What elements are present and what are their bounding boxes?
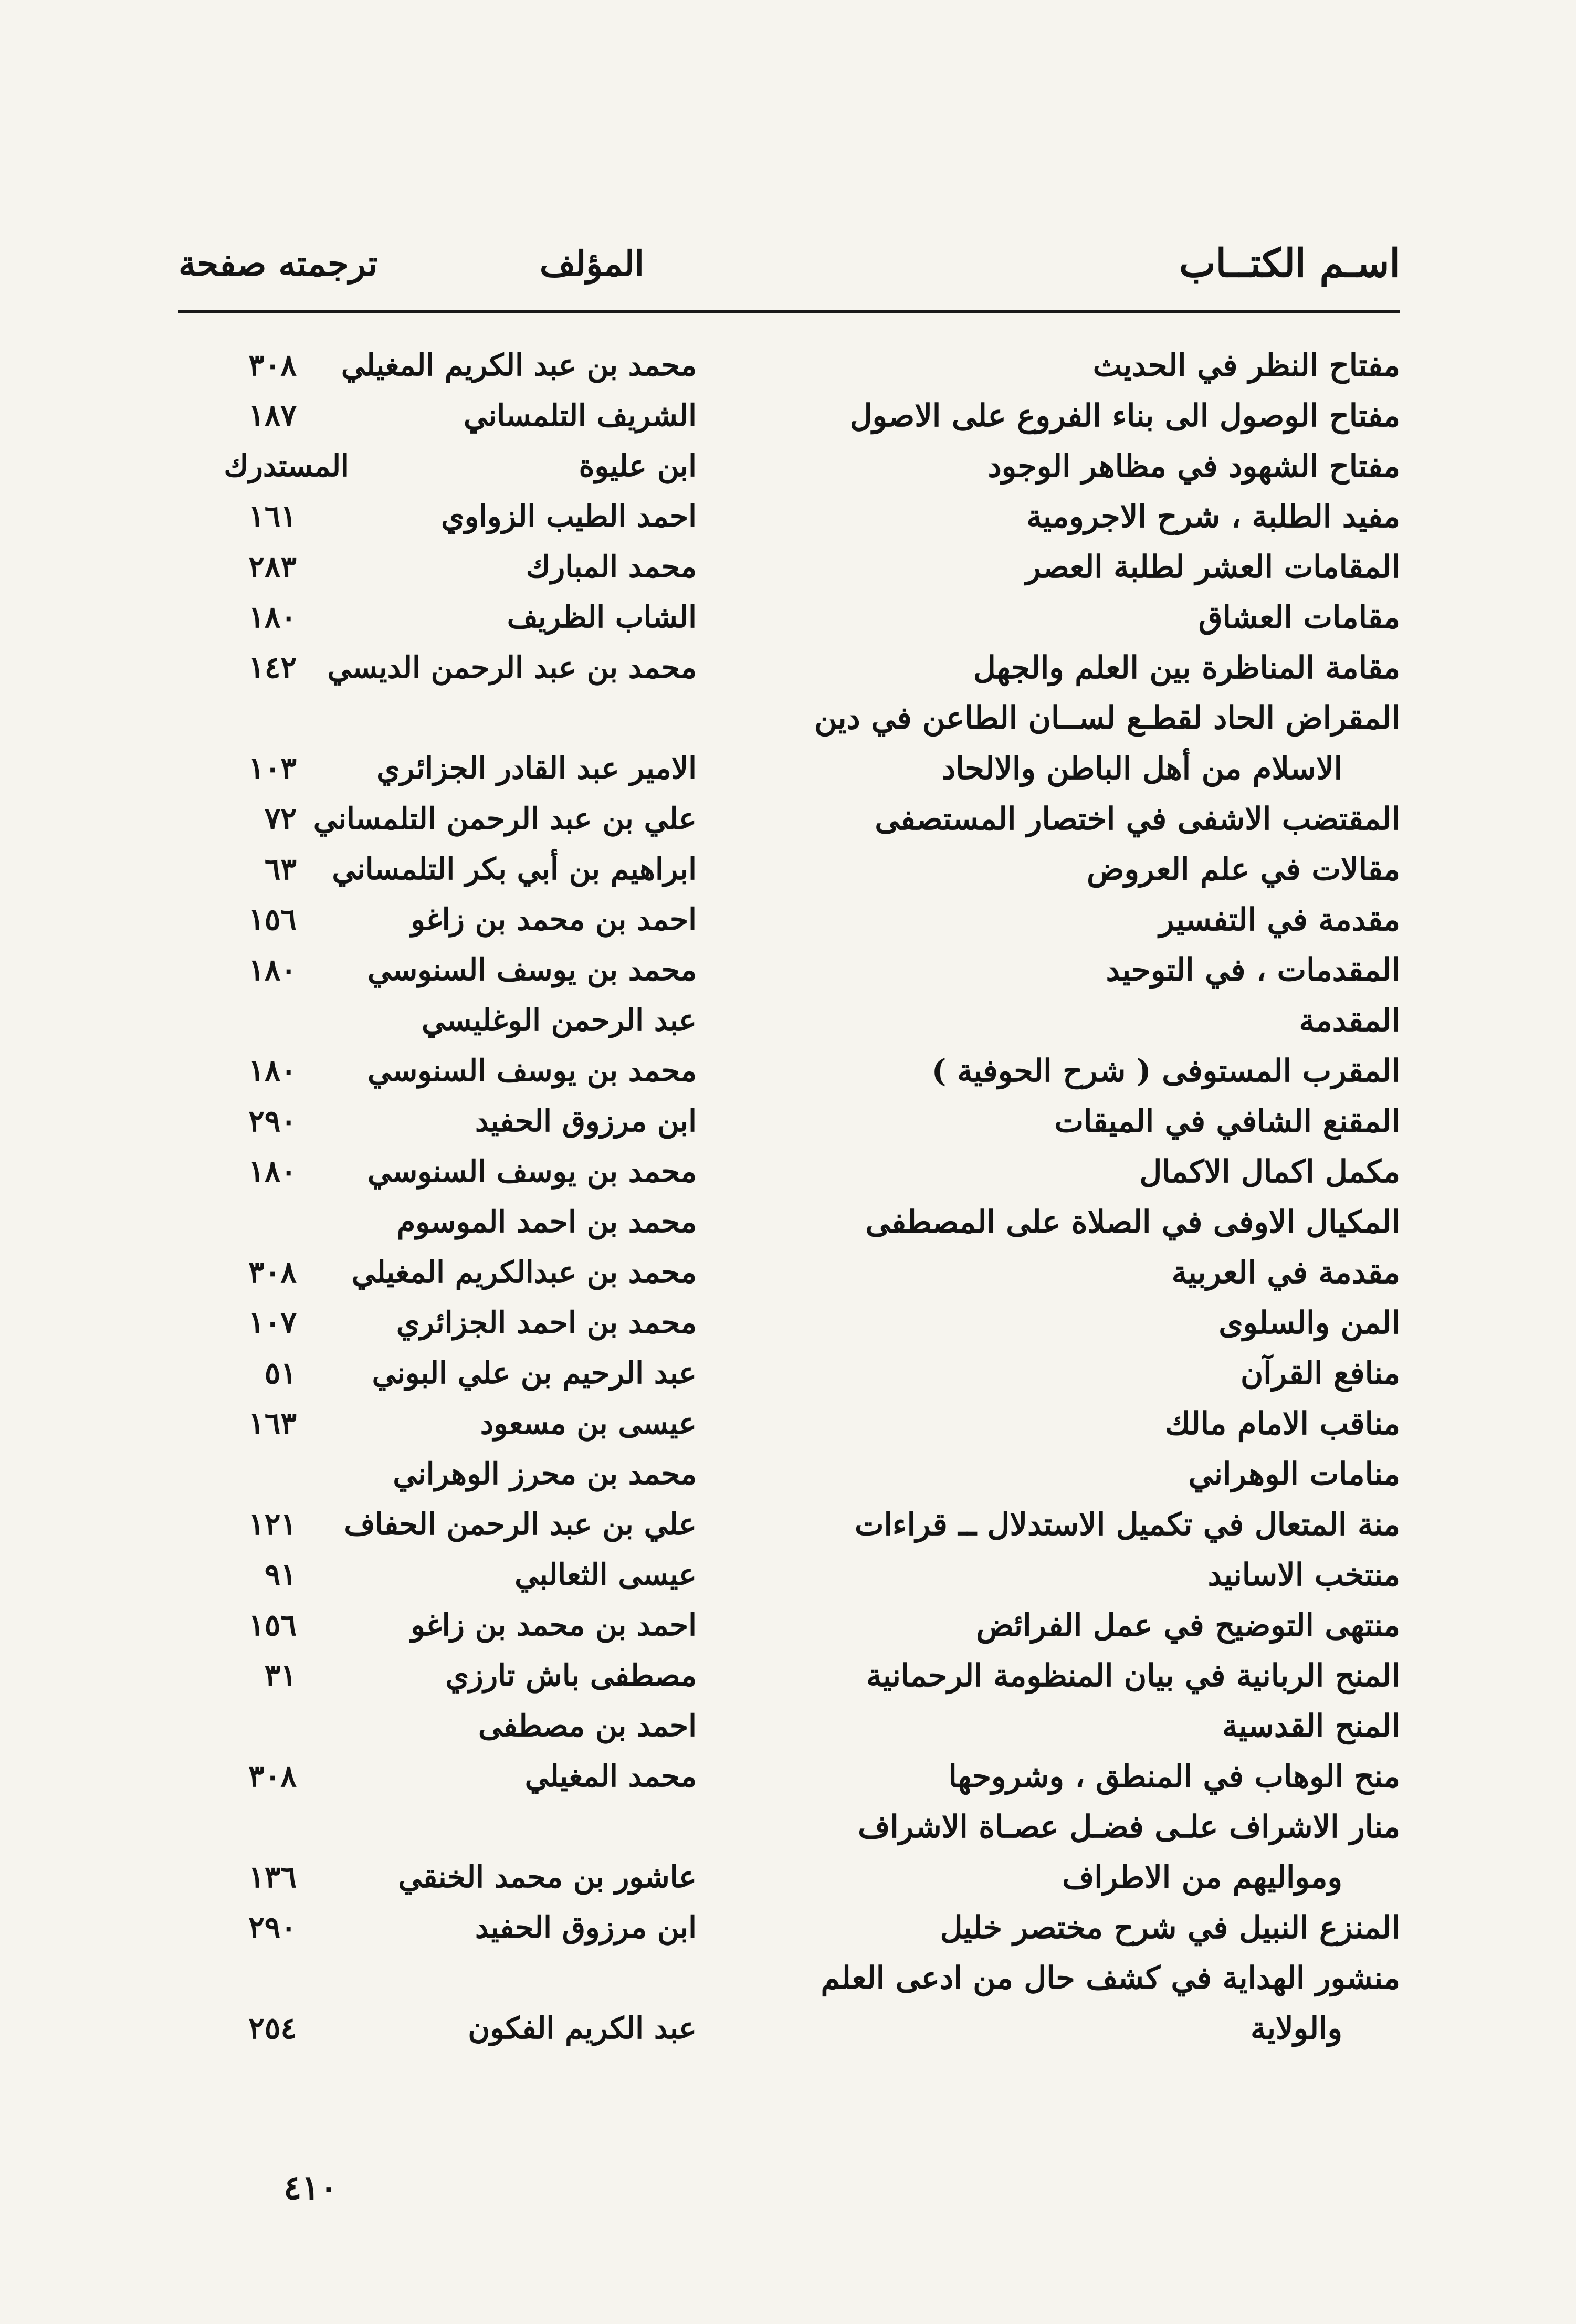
- biography-page-ref: المستدرك: [224, 448, 349, 483]
- book-title-line: منة المتعال في تكميل الاستدلال ــ قراءات: [854, 1506, 1400, 1542]
- author-name: عبد الرحمن الوغليسي: [422, 1003, 697, 1038]
- book-title: [691, 491, 1400, 542]
- biography-page-ref: ١٨٠: [248, 952, 297, 987]
- author-name: علي بن عبد الرحمن الحفاف: [344, 1507, 697, 1542]
- biography-page-ref: ١٨٠: [248, 1053, 297, 1088]
- book-title-line: منتخب الاسانيد: [1207, 1557, 1400, 1593]
- author-name: محمد المغيلي: [524, 1759, 697, 1794]
- biography-page-ref: ٥١: [264, 1355, 297, 1391]
- biography-page-ref: ١٨٠: [248, 600, 297, 635]
- book-title: [691, 1953, 1400, 2054]
- table-row: [0, 592, 1576, 643]
- book-title-line: المقرب المستوفى ( شرح الحوفية ): [931, 1053, 1400, 1089]
- author-name: احمد بن محمد بن زاغو: [411, 902, 697, 937]
- book-title-line: المن والسلوى: [1218, 1305, 1400, 1341]
- table-row: [0, 340, 1576, 391]
- book-title-line: مفتاح النظر في الحديث: [1092, 347, 1400, 383]
- page-number: ٤١٠: [283, 2168, 338, 2207]
- book-title: [691, 592, 1400, 643]
- book-title: [691, 693, 1400, 794]
- book-title-line: منتهى التوضيح في عمل الفرائض: [976, 1607, 1400, 1643]
- biography-page-ref: ٦٣: [264, 851, 297, 887]
- table-row: [0, 844, 1576, 895]
- biography-page-ref: ١٦٣: [248, 1406, 297, 1441]
- book-title: [691, 1751, 1400, 1802]
- biography-page-ref: ٩١: [264, 1557, 297, 1592]
- book-title-line: مفتاح الشهود في مظاهر الوجود: [987, 448, 1400, 484]
- index-table: [0, 340, 1576, 2054]
- author-name: محمد بن احمد الجزائري: [396, 1305, 697, 1340]
- book-title-line: منشور الهداية في كشف حال من ادعى العلم: [821, 1960, 1400, 1996]
- biography-page-ref: ١٤٢: [248, 650, 297, 685]
- table-row: [0, 1298, 1576, 1348]
- author-name: الشاب الظريف: [507, 600, 697, 635]
- book-title-line: مقالات في علم العروض: [1087, 851, 1400, 887]
- book-title: [691, 1147, 1400, 1197]
- book-title: [691, 1247, 1400, 1298]
- book-title: [691, 1550, 1400, 1600]
- biography-page-ref: ٣٠٨: [248, 348, 297, 383]
- author-name: عبد الكريم الفكون: [468, 2011, 697, 2046]
- book-title-line: منح الوهاب في المنطق ، وشروحها: [948, 1758, 1400, 1794]
- biography-page-ref: ٢٥٤: [248, 2011, 297, 2046]
- author-name: الامير عبد القادر الجزائري: [376, 751, 697, 786]
- table-row: [0, 491, 1576, 542]
- header-author-column: المؤلف: [539, 243, 644, 284]
- book-title-line: مقدمة في العربية: [1171, 1254, 1400, 1290]
- author-name: محمد بن يوسف السنوسي: [367, 1053, 697, 1088]
- table-row: [0, 542, 1576, 592]
- author-name: مصطفى باش تارزي: [445, 1658, 697, 1693]
- table-row: [0, 1600, 1576, 1650]
- table-row: [0, 1247, 1576, 1298]
- biography-page-ref: ٢٩٠: [248, 1910, 297, 1945]
- author-name: ابن عليوة: [579, 448, 697, 483]
- table-row: [0, 643, 1576, 693]
- biography-page-ref: ٣٠٨: [248, 1759, 297, 1794]
- table-header: [178, 239, 1400, 289]
- table-row: [0, 1701, 1576, 1751]
- table-row: [0, 391, 1576, 441]
- table-row: [0, 1751, 1576, 1802]
- table-row: [0, 1046, 1576, 1096]
- table-row: [0, 693, 1576, 794]
- book-title: [691, 1046, 1400, 1096]
- table-row: [0, 1550, 1576, 1600]
- book-title: [691, 1802, 1400, 1902]
- book-title: [691, 1600, 1400, 1650]
- author-name: ابن مرزوق الحفيد: [475, 1910, 697, 1945]
- biography-page-ref: ٣٠٨: [248, 1255, 297, 1290]
- header-title-column: اسـم الكتــاب: [1179, 241, 1400, 286]
- book-title-continuation: الاسلام من أهل الباطن والالحاد: [942, 750, 1342, 786]
- author-name: الشريف التلمساني: [463, 398, 697, 433]
- book-title-line: المقنع الشافي في الميقات: [1054, 1103, 1400, 1139]
- table-row: [0, 945, 1576, 995]
- book-title: [691, 895, 1400, 945]
- author-name: ابن مرزوق الحفيد: [475, 1103, 697, 1139]
- author-name: محمد بن عبد الكريم المغيلي: [341, 348, 697, 383]
- book-title: [691, 1197, 1400, 1247]
- book-title: [691, 844, 1400, 895]
- table-row: [0, 1348, 1576, 1398]
- book-title-line: مناقب الامام مالك: [1164, 1405, 1400, 1442]
- book-title-line: مقامة المناظرة بين العلم والجهل: [973, 649, 1400, 686]
- book-title: [691, 1096, 1400, 1147]
- author-name: عيسى بن مسعود: [480, 1406, 697, 1441]
- table-row: [0, 995, 1576, 1046]
- book-title: [691, 995, 1400, 1046]
- header-page-column: ترجمته صفحة: [178, 243, 378, 284]
- biography-page-ref: ٣١: [264, 1658, 297, 1693]
- author-name: محمد بن عبد الرحمن الديسي: [327, 650, 697, 685]
- book-title-line: مفيد الطلبة ، شرح الاجرومية: [1026, 498, 1400, 534]
- author-name: عبد الرحيم بن علي البوني: [372, 1355, 697, 1391]
- biography-page-ref: ٢٩٠: [248, 1103, 297, 1139]
- book-title-line: مقامات العشاق: [1198, 599, 1400, 635]
- author-name: احمد بن مصطفى: [478, 1708, 697, 1743]
- book-title: [691, 441, 1400, 491]
- book-title: [691, 794, 1400, 844]
- book-title-line: المقامات العشر لطلبة العصر: [1026, 549, 1400, 585]
- biography-page-ref: ١٨٧: [248, 398, 297, 433]
- author-name: محمد بن احمد الموسوم: [396, 1204, 697, 1239]
- table-row: [0, 441, 1576, 491]
- book-title: [691, 1902, 1400, 1953]
- table-row: [0, 1902, 1576, 1953]
- author-name: محمد بن يوسف السنوسي: [367, 1154, 697, 1189]
- book-title: [691, 1650, 1400, 1701]
- book-title-line: منامات الوهراني: [1188, 1456, 1400, 1492]
- book-title: [691, 945, 1400, 995]
- biography-page-ref: ١٣٦: [248, 1859, 297, 1895]
- author-name: محمد بن عبدالكريم المغيلي: [351, 1255, 697, 1290]
- biography-page-ref: ١٠٧: [248, 1305, 297, 1340]
- table-row: [0, 1096, 1576, 1147]
- book-title: [691, 1398, 1400, 1449]
- biography-page-ref: ١٨٠: [248, 1154, 297, 1189]
- book-title: [691, 1449, 1400, 1499]
- book-title-line: المنح القدسية: [1222, 1708, 1400, 1744]
- book-title: [691, 542, 1400, 592]
- book-title-continuation: والولاية: [1250, 2010, 1342, 2046]
- author-name: عيسى الثعالبي: [514, 1557, 697, 1592]
- biography-page-ref: ٧٢: [264, 801, 297, 836]
- book-title-line: مقدمة في التفسير: [1159, 901, 1400, 938]
- book-title: [691, 1499, 1400, 1550]
- table-row: [0, 1953, 1576, 2054]
- table-row: [0, 895, 1576, 945]
- book-title: [691, 1298, 1400, 1348]
- book-title-line: المقتضب الاشفى في اختصار المستصفى: [875, 801, 1400, 837]
- book-title: [691, 643, 1400, 693]
- author-name: محمد المبارك: [526, 549, 697, 584]
- book-title-line: المنح الربانية في بيان المنظومة الرحمانية: [866, 1657, 1400, 1694]
- author-name: احمد الطيب الزواوي: [441, 499, 697, 534]
- book-title: [691, 340, 1400, 391]
- table-row: [0, 1499, 1576, 1550]
- author-name: محمد بن يوسف السنوسي: [367, 952, 697, 987]
- biography-page-ref: ١٦١: [248, 499, 297, 534]
- book-title: [691, 391, 1400, 441]
- biography-page-ref: ١٥٦: [248, 902, 297, 937]
- book-title-line: مفتاح الوصول الى بناء الفروع على الاصول: [849, 397, 1400, 434]
- table-row: [0, 1650, 1576, 1701]
- book-title: [691, 1701, 1400, 1751]
- book-title-line: المنزع النبيل في شرح مختصر خليل: [940, 1909, 1400, 1946]
- author-name: علي بن عبد الرحمن التلمساني: [313, 801, 697, 836]
- author-name: ابراهيم بن أبي بكر التلمساني: [332, 851, 697, 887]
- author-name: محمد بن محرز الوهراني: [393, 1456, 697, 1491]
- header-rule: [178, 310, 1400, 313]
- biography-page-ref: ١٥٦: [248, 1607, 297, 1643]
- table-row: [0, 1449, 1576, 1499]
- book-title-line: المقراض الحاد لقطـع لســان الطاعن في دين: [814, 700, 1400, 736]
- author-name: عاشور بن محمد الخنقي: [398, 1859, 697, 1895]
- biography-page-ref: ١٠٣: [248, 751, 297, 786]
- biography-page-ref: ١٢١: [248, 1507, 297, 1542]
- book-title-line: المقدمات ، في التوحيد: [1106, 952, 1400, 988]
- book-title-line: المقدمة: [1299, 1002, 1400, 1038]
- book-title-continuation: ومواليهم من الاطراف: [1062, 1859, 1342, 1895]
- table-row: [0, 1197, 1576, 1247]
- book-title: [691, 1348, 1400, 1398]
- book-title-line: منار الاشراف علـى فضـل عصـاة الاشراف: [858, 1808, 1400, 1845]
- book-title-line: مكمل اكمال الاكمال: [1139, 1153, 1400, 1190]
- book-title-line: المكيال الاوفى في الصلاة على المصطفى: [865, 1204, 1400, 1240]
- author-name: احمد بن محمد بن زاغو: [411, 1607, 697, 1643]
- table-row: [0, 1802, 1576, 1902]
- table-row: [0, 1147, 1576, 1197]
- biography-page-ref: ٢٨٣: [248, 549, 297, 584]
- book-title-line: منافع القرآن: [1240, 1355, 1400, 1391]
- table-row: [0, 1398, 1576, 1449]
- table-row: [0, 794, 1576, 844]
